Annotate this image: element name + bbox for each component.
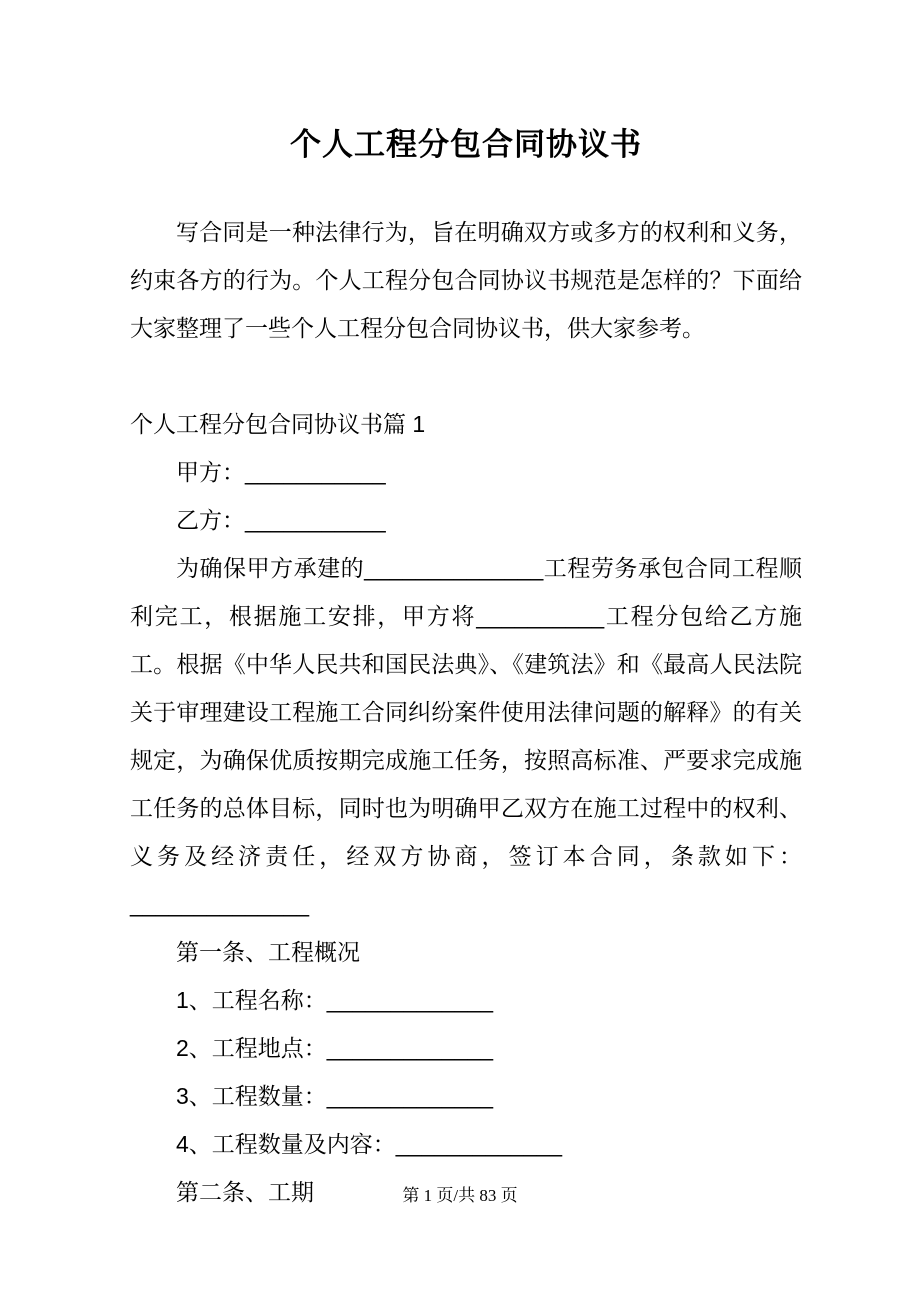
intro-paragraph: 写合同是一种法律行为，旨在明确双方或多方的权利和义务，约束各方的行为。个人工程分包合同协议书规范是怎样的？下面给大家整理了一些个人工程分包合同协议书，供大家参考。 xyxy=(130,219,802,341)
clause-1-item-3: 3、工程数量：_____________ xyxy=(176,1083,494,1109)
document-title: 个人工程分包合同协议书 xyxy=(290,127,642,162)
clause-1-item-4: 4、工程数量及内容：_____________ xyxy=(176,1131,563,1157)
party-b-line: 乙方：___________ xyxy=(176,507,386,533)
clause-2-heading: 第二条、工期 xyxy=(176,1179,314,1205)
section-heading: 个人工程分包合同协议书篇 1 xyxy=(130,411,426,437)
clause-1-item-1: 1、工程名称：_____________ xyxy=(176,987,494,1013)
party-a-line: 甲方：___________ xyxy=(176,459,386,485)
clause-1-heading: 第一条、工程概况 xyxy=(176,939,360,965)
footer-page-number: 第 1 页/共 83 页 xyxy=(402,1186,518,1205)
clause-1-item-2: 2、工程地点：_____________ xyxy=(176,1035,494,1061)
preamble-paragraph: 为确保甲方承建的______________工程劳务承包合同工程顺利完工，根据施工安排，甲方将__________工程分包给乙方施工。根据《中华人民共和国民法典》、《建筑法》和《最高人民法院关于审理建设工程施工合同纠纷案件使用法律问题的解释》的有关规定，为确保优质按期完成施工任务，按照高标准、严要求完成施工任务的总体目标，同时也为明确甲乙双方在施工过程中的权利、义务及经济责任，经双方协商，签订本合同，条款如下：______________ xyxy=(130,555,802,917)
document-body xyxy=(130,120,802,1216)
